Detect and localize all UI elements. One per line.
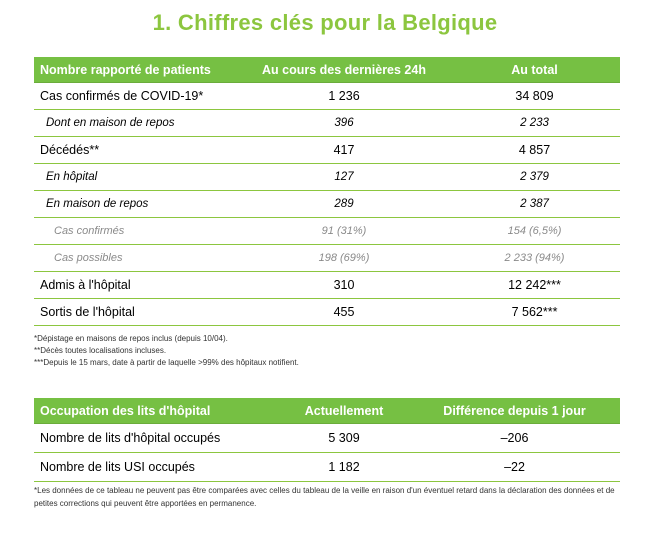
table-header-row <box>34 398 620 424</box>
row-label: En maison de repos <box>34 191 239 218</box>
row-label: En hôpital <box>34 164 239 191</box>
row-label: Nombre de lits d'hôpital occupés <box>34 424 279 453</box>
column-header-occupation: Occupation des lits d'hôpital <box>34 398 279 424</box>
cell-total: 2 233 <box>449 110 620 137</box>
cell-difference: –22 <box>409 453 620 482</box>
cell-last-24h: 91 (31%) <box>239 218 449 245</box>
column-header-total: Au total <box>449 57 620 83</box>
cell-last-24h: 417 <box>239 137 449 164</box>
table-row <box>34 83 620 110</box>
row-label: Cas confirmés de COVID-19* <box>34 83 239 110</box>
table-row <box>34 110 620 137</box>
cell-last-24h: 1 236 <box>239 83 449 110</box>
cell-current: 1 182 <box>279 453 409 482</box>
cell-last-24h: 396 <box>239 110 449 137</box>
table-row <box>34 453 620 482</box>
row-label: Admis à l'hôpital <box>34 272 239 299</box>
patients-table <box>34 57 620 326</box>
row-label: Cas confirmés <box>34 218 239 245</box>
footnote: *Dépistage en maisons de repos inclus (depuis 10/04). <box>34 334 228 343</box>
table-note <box>34 484 624 510</box>
column-header-difference: Différence depuis 1 jour <box>409 398 620 424</box>
row-label: Nombre de lits USI occupés <box>34 453 279 482</box>
table-row <box>34 137 620 164</box>
cell-last-24h: 127 <box>239 164 449 191</box>
footnote: **Décès toutes localisations incluses. <box>34 346 167 355</box>
cell-total: 2 387 <box>449 191 620 218</box>
column-header-category: Nombre rapporté de patients <box>34 57 239 83</box>
footnote: ***Depuis le 15 mars, date à partir de laquelle >99% des hôpitaux notifient. <box>34 358 299 367</box>
cell-total: 2 379 <box>449 164 620 191</box>
row-label: Décédés** <box>34 137 239 164</box>
row-label: Cas possibles <box>34 245 239 272</box>
table-row <box>34 164 620 191</box>
table-row <box>34 299 620 326</box>
cell-current: 5 309 <box>279 424 409 453</box>
cell-last-24h: 455 <box>239 299 449 326</box>
cell-last-24h: 289 <box>239 191 449 218</box>
cell-total: 12 242*** <box>449 272 620 299</box>
hospital-beds-table <box>34 398 620 482</box>
cell-total: 34 809 <box>449 83 620 110</box>
cell-last-24h: 198 (69%) <box>239 245 449 272</box>
cell-difference: –206 <box>409 424 620 453</box>
footnotes <box>34 333 624 369</box>
cell-last-24h: 310 <box>239 272 449 299</box>
cell-total: 154 (6,5%) <box>449 218 620 245</box>
cell-total: 2 233 (94%) <box>449 245 620 272</box>
table-row <box>34 272 620 299</box>
column-header-current: Actuellement <box>279 398 409 424</box>
column-header-last-24h: Au cours des dernières 24h <box>239 57 449 83</box>
row-label: Dont en maison de repos <box>34 110 239 137</box>
footnote: *Les données de ce tableau ne peuvent pas être comparées avec celles du tableau de la veille en raison d'un éventuel retard dans la déclaration des données et de petites corrections qui peuvent être apportées en permanence. <box>34 486 615 508</box>
table-row <box>34 191 620 218</box>
page-title: 1. Chiffres clés pour la Belgique <box>152 10 498 35</box>
table-header-row <box>34 57 620 83</box>
table-row <box>34 218 620 245</box>
row-label: Sortis de l'hôpital <box>34 299 239 326</box>
table-row <box>34 245 620 272</box>
cell-total: 7 562*** <box>449 299 620 326</box>
table-row <box>34 424 620 453</box>
cell-total: 4 857 <box>449 137 620 164</box>
